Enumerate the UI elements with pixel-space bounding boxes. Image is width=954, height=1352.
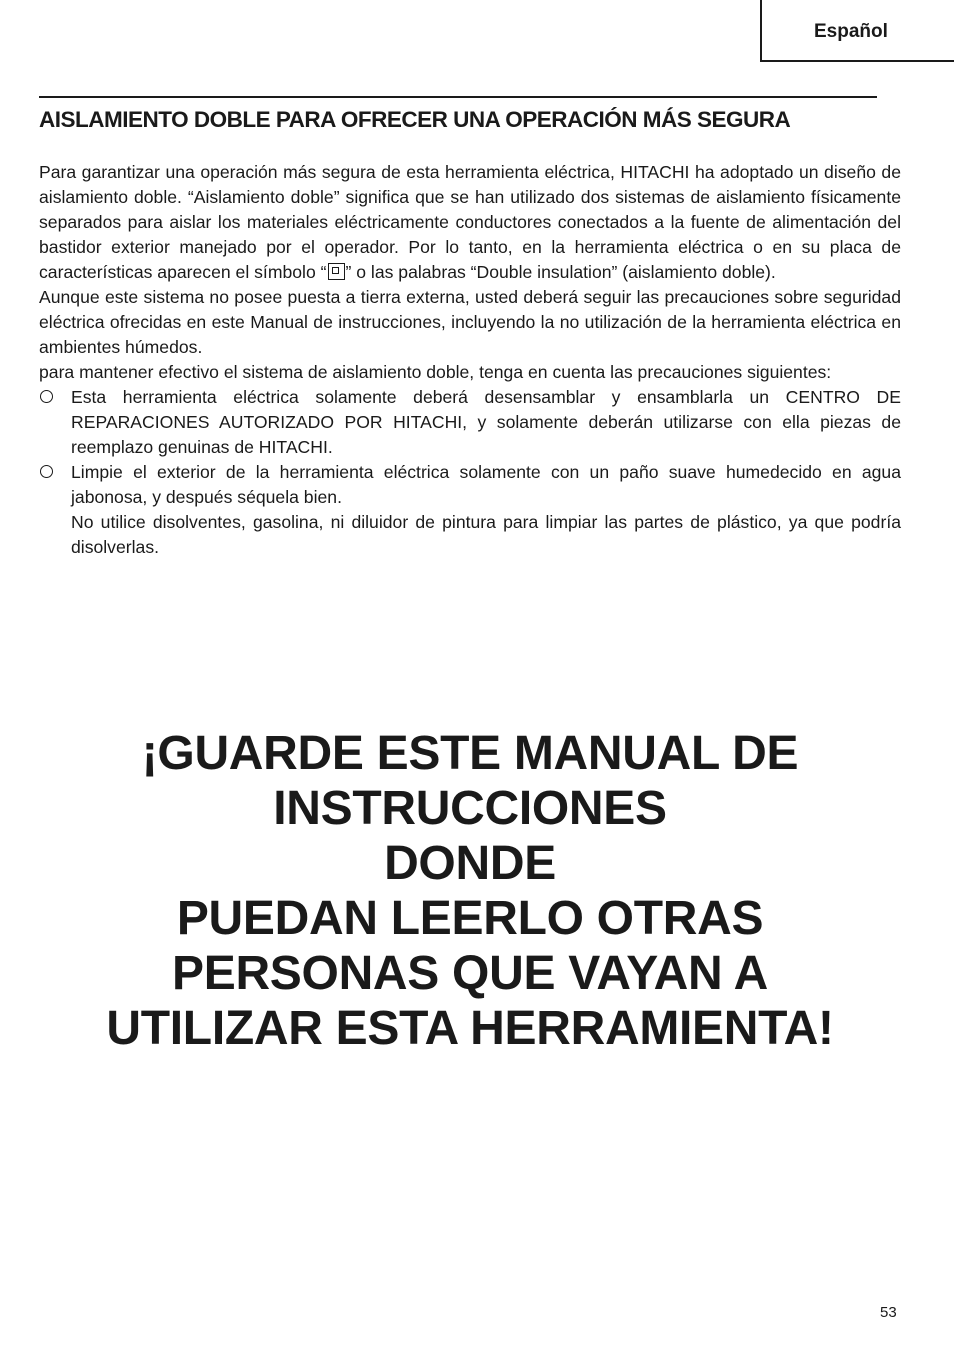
notice-line: PUEDAN LEERLO OTRAS bbox=[176, 892, 764, 945]
notice-line: UTILIZAR ESTA HERRAMIENTA! bbox=[106, 1002, 834, 1055]
paragraph-precautions-intro: para mantener efectivo el sistema de aislamiento doble, tenga en cuenta las precauciones siguientes: bbox=[39, 362, 832, 382]
notice-line: ¡GUARDE ESTE MANUAL DE bbox=[141, 727, 799, 780]
paragraph-intro bbox=[39, 160, 901, 285]
precaution-text: Limpie el exterior de la herramienta eléctrica solamente con un paño suave humedecido en agua jabonosa, y después séquela bien. bbox=[71, 462, 901, 507]
language-label: Español bbox=[814, 21, 888, 42]
section-top-rule bbox=[39, 96, 877, 98]
notice-line: DONDE bbox=[384, 837, 556, 890]
paragraph-intro-text-end: ” o las palabras “Double insulation” (aislamiento doble). bbox=[345, 262, 776, 282]
paragraph-intro-text-start: Para garantizar una operación más segura de esta herramienta eléctrica, HITACHI ha adoptado un diseño de aislamiento doble. “Aislamiento doble” significa que se han utilizado dos sistemas de aislamiento físicamente separados para aislar los materiales eléctricamente conductores conectados a la fuente de alimentación del bastidor exterior manejado por el operador. Por lo tanto, en la herramienta eléctrica o en su placa de características aparecen el símbolo “ bbox=[39, 162, 901, 282]
section-body bbox=[39, 160, 901, 560]
save-manual-notice bbox=[0, 726, 940, 1056]
circle-bullet-icon bbox=[40, 390, 53, 403]
notice-line: PERSONAS QUE VAYAN A bbox=[172, 947, 768, 1000]
precaution-text: Esta herramienta eléctrica solamente deberá desensamblar y ensamblarla un CENTRO DE REPARACIONES AUTORIZADO POR HITACHI, y solamente deberán utilizarse con ella piezas de reemplazo genuinas de HITACHI. bbox=[71, 387, 901, 457]
paragraph-grounding: Aunque este sistema no posee puesta a tierra externa, usted deberá seguir las precauciones sobre seguridad eléctrica ofrecidas en este Manual de instrucciones, incluyendo la no utilización de la herramienta eléctrica en ambientes húmedos. bbox=[39, 287, 901, 357]
notice-line: INSTRUCCIONES bbox=[273, 782, 667, 835]
double-insulation-section bbox=[39, 96, 901, 560]
page-number: 53 bbox=[880, 1304, 897, 1321]
double-insulation-icon bbox=[328, 263, 345, 280]
precaution-item bbox=[39, 460, 901, 560]
precaution-item bbox=[39, 385, 901, 460]
section-title: AISLAMIENTO DOBLE PARA OFRECER UNA OPERACIÓN MÁS SEGURA bbox=[39, 107, 791, 132]
language-tab bbox=[760, 0, 954, 62]
circle-bullet-icon bbox=[40, 465, 53, 478]
precaution-continuation: No utilice disolventes, gasolina, ni diluidor de pintura para limpiar las partes de plástico, ya que podría disolverlas. bbox=[71, 512, 901, 557]
